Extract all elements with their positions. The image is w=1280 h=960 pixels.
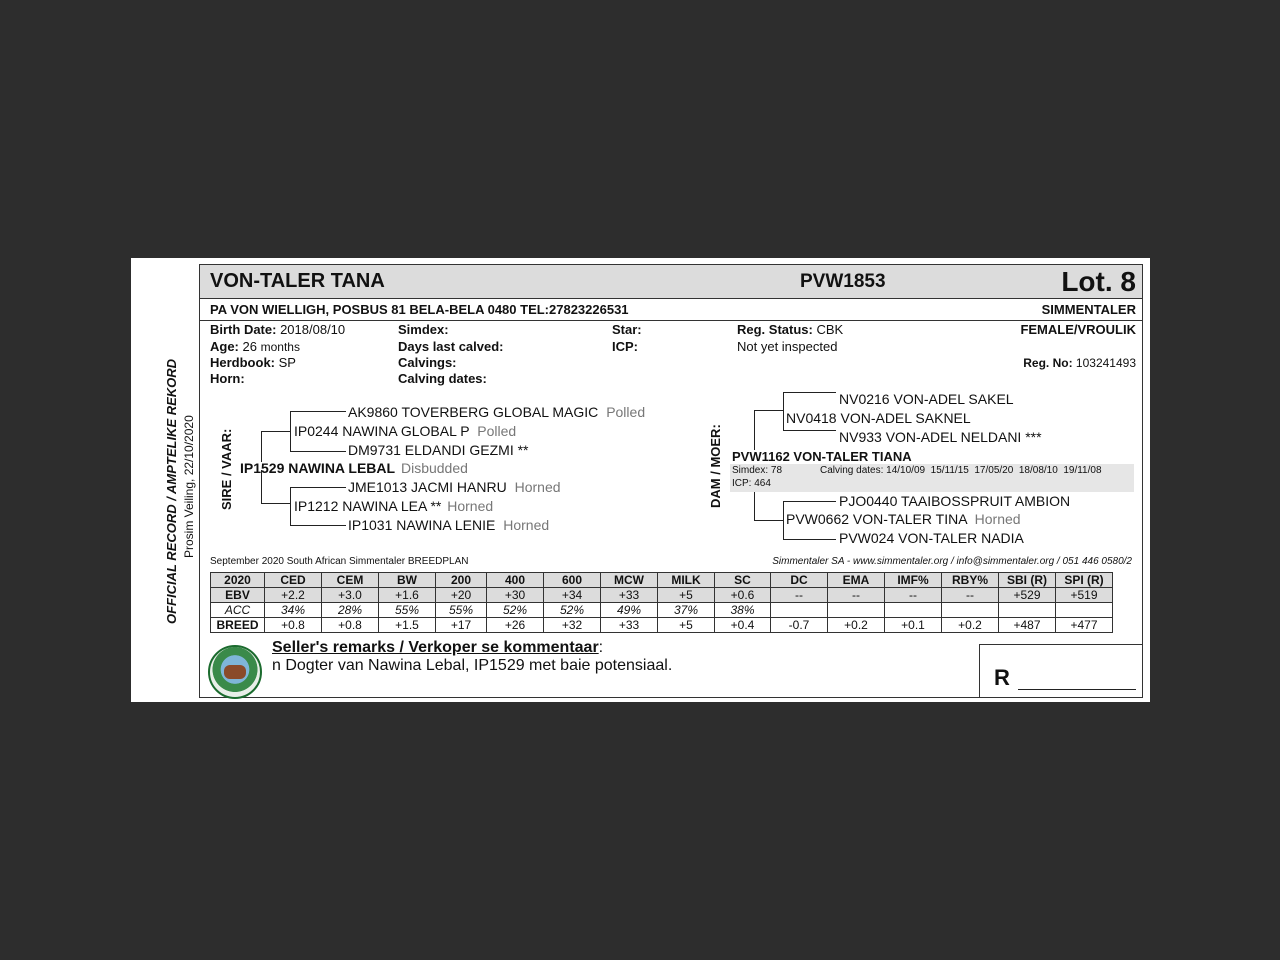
dam-gds: PJO0440 TAAIBOSSPRUIT AMBION xyxy=(839,493,1071,509)
sire-gd-name: IP1212 NAWINA LEA ** xyxy=(294,498,442,514)
age-value: 26 xyxy=(242,339,257,354)
header-cell: SBI (R) xyxy=(999,573,1056,588)
reg-status-label: Reg. Status: xyxy=(737,322,813,337)
breed-cell: +32 xyxy=(544,618,601,633)
sire-gdd xyxy=(348,517,549,533)
ebv-cell: +30 xyxy=(487,588,544,603)
remarks-title-wrap xyxy=(272,639,603,657)
simmentaler-logo xyxy=(208,645,262,699)
sex-label: FEMALE/VROULIK xyxy=(1020,322,1136,337)
sire-gs xyxy=(294,423,516,439)
header-cell: MILK xyxy=(658,573,715,588)
reg-no-value: 103241493 xyxy=(1075,356,1136,370)
sire-ggd: DM9731 ELDANDI GEZMI ** xyxy=(348,442,529,458)
header-cell: SC xyxy=(715,573,771,588)
herdbook-value: SP xyxy=(278,355,296,370)
herdbook xyxy=(210,355,296,370)
record-frame xyxy=(199,264,1143,698)
header-cell: CEM xyxy=(322,573,379,588)
ebv-cell: -- xyxy=(885,588,942,603)
ebv-table xyxy=(210,572,1113,633)
breed-cell: +477 xyxy=(1056,618,1113,633)
header-cell: DC xyxy=(771,573,828,588)
reg-no-label: Reg. No: xyxy=(1023,356,1073,370)
dam-ggd: NV933 VON-ADEL NELDANI *** xyxy=(839,429,1042,445)
remarks-title-colon: : xyxy=(598,639,604,656)
breed-cell: +487 xyxy=(999,618,1056,633)
ebv-cell: +33 xyxy=(601,588,658,603)
dam-simdex: Simdex: 78 xyxy=(732,465,783,476)
ebv-cell: -- xyxy=(771,588,828,603)
ebv-cell: +3.0 xyxy=(322,588,379,603)
price-line xyxy=(1018,689,1136,690)
breed-cell: +26 xyxy=(487,618,544,633)
header-cell: SPI (R) xyxy=(1056,573,1113,588)
sire-gds-note: Horned xyxy=(514,479,561,495)
sire-gdd-name: IP1031 NAWINA LENIE xyxy=(348,517,496,533)
sire-ggs-name: AK9860 TOVERBERG GLOBAL MAGIC xyxy=(348,404,599,420)
breed-cell: +5 xyxy=(658,618,715,633)
breed-cell: +1.5 xyxy=(379,618,436,633)
age-label: Age: xyxy=(210,339,239,354)
header-cell: RBY% xyxy=(942,573,999,588)
acc-cell: 52% xyxy=(487,603,544,618)
owner-info: PA VON WIELLIGH, POSBUS 81 BELA-BELA 0480 TEL:27823226531 xyxy=(210,302,629,317)
breedplan-title: September 2020 South African Simmentaler BREEDPLAN xyxy=(210,556,469,567)
ebv-cell: +20 xyxy=(436,588,487,603)
breed-cell: +0.2 xyxy=(828,618,885,633)
ebv-cell: +5 xyxy=(658,588,715,603)
acc-cell xyxy=(1056,603,1113,618)
reg-no xyxy=(1023,356,1136,370)
remarks-title: Seller's remarks / Verkoper se kommentaar xyxy=(272,639,599,656)
ebv-cell: +529 xyxy=(999,588,1056,603)
breed-cell: -0.7 xyxy=(771,618,828,633)
title-bar xyxy=(200,265,1142,299)
dam-gd-name: PVW0662 VON-TALER TINA xyxy=(786,511,967,527)
birth-date xyxy=(210,322,345,337)
breed-cell: BREED xyxy=(211,618,265,633)
acc-cell: 52% xyxy=(544,603,601,618)
ebv-cell: +1.6 xyxy=(379,588,436,603)
icp-label: ICP: xyxy=(612,339,638,354)
official-record-label: OFFICIAL RECORD / AMPTELIKE REKORD xyxy=(164,358,179,624)
acc-cell xyxy=(999,603,1056,618)
header-cell: CED xyxy=(265,573,322,588)
sire-gds-name: JME1013 JACMI HANRU xyxy=(348,479,507,495)
table-ebv-row xyxy=(211,588,1113,603)
acc-cell: 55% xyxy=(436,603,487,618)
table-breed-row xyxy=(211,618,1113,633)
header-cell: IMF% xyxy=(885,573,942,588)
days-last-calved-label: Days last calved: xyxy=(398,339,504,354)
breed-cell: +33 xyxy=(601,618,658,633)
dam-gd xyxy=(786,511,1021,527)
sire-main xyxy=(240,460,468,476)
header-cell: 2020 xyxy=(211,573,265,588)
simdex-label: Simdex: xyxy=(398,322,449,337)
dam-ggs: NV0216 VON-ADEL SAKEL xyxy=(839,391,1014,407)
acc-cell: 55% xyxy=(379,603,436,618)
reg-status-value: CBK xyxy=(816,322,844,337)
ebv-cell: -- xyxy=(942,588,999,603)
ebv-cell: +519 xyxy=(1056,588,1113,603)
header-cell: EMA xyxy=(828,573,885,588)
sire-gd-note: Horned xyxy=(447,498,494,514)
breed-cell: +0.8 xyxy=(322,618,379,633)
dam-calving-dates: Calving dates: 14/10/09 15/11/15 17/05/20 18/08/10 19/11/08 xyxy=(820,465,1102,476)
acc-cell xyxy=(828,603,885,618)
breed-cell: +0.2 xyxy=(942,618,999,633)
sire-gdd-note: Horned xyxy=(503,517,550,533)
lot-card xyxy=(131,258,1150,702)
acc-cell: 28% xyxy=(322,603,379,618)
remarks-text: n Dogter van Nawina Lebal, IP1529 met baie potensiaal. xyxy=(272,657,673,674)
acc-cell: ACC xyxy=(211,603,265,618)
breed-cell: +17 xyxy=(436,618,487,633)
dam-main: PVW1162 VON-TALER TIANA xyxy=(732,449,912,464)
acc-cell: 49% xyxy=(601,603,658,618)
acc-cell xyxy=(885,603,942,618)
dam-label: DAM / MOER: xyxy=(708,424,723,508)
sire-gs-note: Polled xyxy=(477,423,517,439)
acc-cell: 37% xyxy=(658,603,715,618)
birth-date-label: Birth Date: xyxy=(210,322,277,337)
acc-cell: 34% xyxy=(265,603,322,618)
table-acc-row xyxy=(211,603,1113,618)
acc-cell xyxy=(942,603,999,618)
sire-ggs xyxy=(348,404,645,420)
sire-gs-name: IP0244 NAWINA GLOBAL P xyxy=(294,423,470,439)
sire-ggs-note: Polled xyxy=(606,404,646,420)
header-cell: 400 xyxy=(487,573,544,588)
ebv-cell: -- xyxy=(828,588,885,603)
sale-info-label: Prosim Veiling, 22/10/2020 xyxy=(182,415,196,558)
ebv-cell: +0.6 xyxy=(715,588,771,603)
breedplan-contact: Simmentaler SA - www.simmentaler.org / info@simmentaler.org / 051 446 0580/2 xyxy=(772,556,1132,567)
sire-label: SIRE / VAAR: xyxy=(219,428,234,510)
age xyxy=(210,339,300,354)
header-cell: MCW xyxy=(601,573,658,588)
header-cell: 600 xyxy=(544,573,601,588)
header-cell: BW xyxy=(379,573,436,588)
sire-main-name: IP1529 NAWINA LEBAL xyxy=(240,460,396,476)
lot-number: Lot. 8 xyxy=(1061,266,1136,297)
dam-icp: ICP: 464 xyxy=(732,478,771,489)
calving-dates-label: Calving dates: xyxy=(398,371,487,386)
sire-gd xyxy=(294,498,493,514)
table-header-row xyxy=(211,573,1113,588)
breed-cell: +0.8 xyxy=(265,618,322,633)
price-box xyxy=(979,644,1142,697)
breed-cell: +0.1 xyxy=(885,618,942,633)
price-label: R xyxy=(994,665,1010,690)
calvings-label: Calvings: xyxy=(398,355,457,370)
ebv-cell: EBV xyxy=(211,588,265,603)
ebv-cell: +34 xyxy=(544,588,601,603)
breed-cell: +0.4 xyxy=(715,618,771,633)
ebv-cell: +2.2 xyxy=(265,588,322,603)
animal-name: VON-TALER TANA xyxy=(210,270,385,292)
dam-gs: NV0418 VON-ADEL SAKNEL xyxy=(786,410,971,426)
owner-bar xyxy=(200,299,1142,321)
dam-gd-note: Horned xyxy=(974,511,1021,527)
dam-info-box xyxy=(730,464,1134,492)
inspection-status: Not yet inspected xyxy=(737,339,838,354)
sire-gds xyxy=(348,479,561,495)
birth-date-value: 2018/08/10 xyxy=(280,322,346,337)
acc-cell: 38% xyxy=(715,603,771,618)
breed-label: SIMMENTALER xyxy=(1041,302,1136,317)
header-cell: 200 xyxy=(436,573,487,588)
herdbook-label: Herdbook: xyxy=(210,355,275,370)
sire-main-note: Disbudded xyxy=(400,460,468,476)
horn-label: Horn: xyxy=(210,371,245,386)
dam-gdd: PVW024 VON-TALER NADIA xyxy=(839,530,1024,546)
reg-status xyxy=(737,322,843,337)
animal-id: PVW1853 xyxy=(800,271,886,292)
age-unit: months xyxy=(260,340,300,354)
star-label: Star: xyxy=(612,322,642,337)
acc-cell xyxy=(771,603,828,618)
